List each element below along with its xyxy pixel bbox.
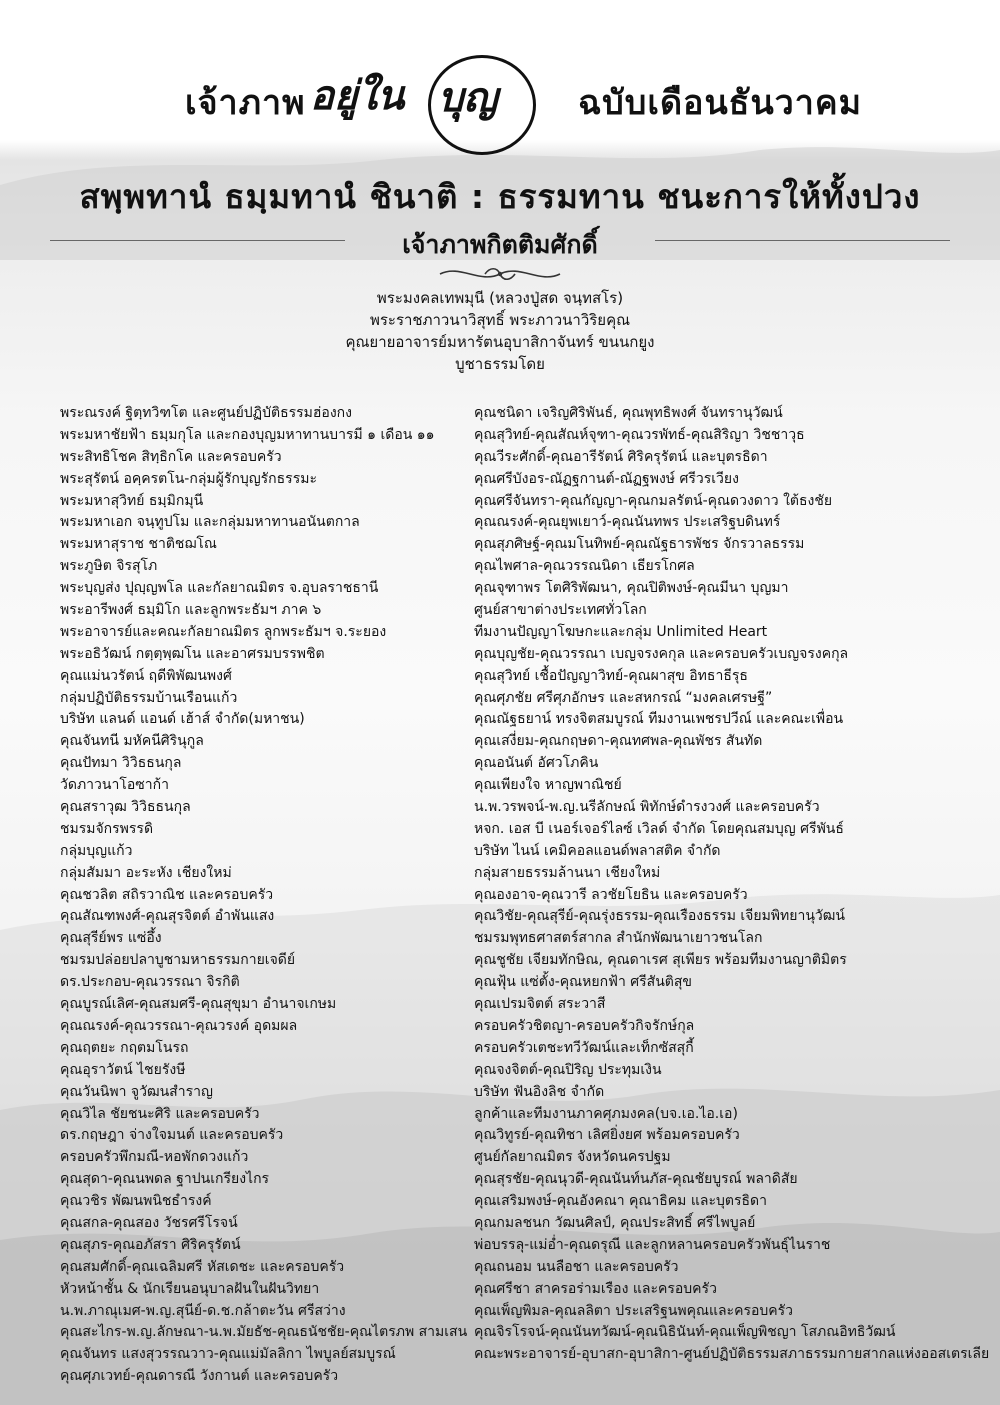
dedication-line: คุณยายอาจารย์มหารัตนอุบาสิกาจันทร์ ขนนกยูง	[345, 333, 655, 351]
donor-entry: คุณสุรชัย-คุณนุวดี-คุณนันท์นภัส-คุณชัยบูรณ์ พลาดิสัย	[474, 1171, 798, 1188]
donor-entry: คุณบุญชัย-คุณวรรณา เบญจรงคกุล และครอบครัวเบญจรงคกุล	[474, 645, 849, 662]
donor-entry: คุณสราวุฒ วิวิธธนกุล	[60, 799, 191, 816]
donor-entry: พระอาจารย์และคณะกัลยาณมิตร ลูกพระธัมฯ จ.ระยอง	[60, 623, 387, 640]
donor-entry: น.พ.วรพจน์-พ.ญ.นรีลักษณ์ พิทักษ์ดำรงวงศ์ และครอบครัว	[474, 799, 820, 816]
donor-entry: คุณณรงค์-คุณยุพเยาว์-คุณนันทพร ประเสริฐบดินทร์	[474, 514, 781, 531]
donor-entry: กลุ่มสัมมา อะระหัง เชียงใหม่	[60, 864, 232, 881]
donor-entry: บริษัท ไนน์ เคมิคอลแอนด์พลาสติค จำกัด	[474, 842, 721, 859]
donor-entry: คุณเพ็ญพิมล-คุณลลิตา ประเสริฐนพคุณและครอบครัว	[474, 1302, 793, 1319]
ornament-flourish-icon	[435, 262, 565, 286]
donor-entry: คุณไพศาล-คุณวรรณนิดา เธียรโกศล	[474, 558, 695, 575]
donor-entry: คุณสุดา-คุณนพดล ฐาปนเกรียงไกร	[60, 1171, 270, 1188]
donor-entry: คุณแม่นวรัตน์ ฤดีพิพัฒนพงศ์	[60, 667, 232, 684]
donor-entry: หจก. เอส บี เนอร์เจอร์ไลซ์ เวิลด์ จำกัด โดยคุณสมบุญ ศรีพันธ์	[474, 820, 844, 837]
donor-entry: คุณศุภเวทย์-คุณดารณี วังกานต์ และครอบครัว	[60, 1368, 339, 1385]
donor-entry: คุณศรีจันทรา-คุณกัญญา-คุณกมลรัตน์-คุณดวงดาว ใต้ธงชัย	[474, 492, 833, 509]
donor-entry: คุณเพียงใจ หาญพาณิชย์	[474, 777, 622, 794]
donor-entry: คุณสุรีย์พร แซ่อึ้ง	[60, 930, 162, 947]
donor-entry: วัดภาวนาโอซาก้า	[60, 777, 169, 794]
donor-entry: ครอบครัวชิตญา-ครอบครัวกิจรักษ์กุล	[474, 1017, 695, 1034]
donor-entry: คุณจิรโรจน์-คุณนันทวัฒน์-คุณนิธินันท์-คุณเพ็ญพิชญา โสภณอิทธิวัฒน์	[474, 1324, 896, 1341]
donor-entry: คุณสุวิทย์ เชื้อปัญญาวิทย์-คุณผาสุข อิทธาธีรุธ	[474, 667, 748, 684]
logo-text-2: บุญ	[438, 74, 498, 121]
donor-entry: พระบุญส่ง ปุญฺญพโล และกัลยาณมิตร จ.อุบลราชธานี	[60, 580, 379, 597]
donor-entry: กลุ่มปฏิบัติธรรมบ้านเรือนแก้ว	[60, 689, 238, 706]
dedication-line: บูชาธรรมโดย	[455, 355, 545, 373]
donor-entry: คุณสะไกร-พ.ญ.ลักษณา-น.พ.มัยธัช-คุณธนัชชัย-คุณไตรภพ สามเสน	[60, 1324, 468, 1341]
dedication-line: พระมงคลเทพมุนี (หลวงปู่สด จนฺทสโร)	[376, 289, 624, 307]
donor-entry: ชมรมจักรพรรดิ	[60, 820, 154, 837]
donor-entry: คุณจงจิตต์-คุณปิริญ ประทุมเงิน	[474, 1061, 662, 1078]
donor-entry: คุณสกล-คุณสอง วัชรศรีโรจน์	[60, 1214, 238, 1231]
donor-entry: ศูนย์สาขาต่างประเทศทั่วโลก	[474, 602, 647, 619]
donor-entry: พระอธิวัฒน์ กตฺตฺพฺฒโน และอาศรมบรรพชิต	[60, 645, 325, 662]
donor-entry: คุณจันทร แสงสุวรรณวาว-คุณแม่มัลลิกา ไพบูลย์สมบูรณ์	[60, 1346, 396, 1363]
donor-entry: บริษัท แลนด์ แอนด์ เฮ้าส์ จำกัด(มหาชน)	[60, 711, 305, 728]
right-divider	[655, 240, 950, 241]
donor-entry: คุณปัทมา วิวิธธนกุล	[60, 755, 182, 772]
donor-entry: ชมรมปล่อยปลาบูชามหาธรรมกายเจดีย์	[60, 952, 296, 969]
donor-entry: พ่อบรรลุ-แม่อ่ำ-คุณดรุณี และลูกหลานครอบครัวพันธุ์ไนราช	[474, 1236, 831, 1253]
donor-entry: ชมรมพุทธศาสตร์สากล สำนักพัฒนาเยาวชนโลก	[474, 930, 763, 947]
donor-entry: คุณวิชัย-คุณสุรีย์-คุณรุ่งธรรม-คุณเรืองธรรม เจียมพิทยานุวัฒน์	[474, 908, 845, 925]
donor-entry: คุณณัฐธยาน์ ทรงจิตสมบูรณ์ ทีมงานเพชรปวีณ์ และคณะเพื่อน	[474, 711, 844, 728]
donor-entry: คุณวิทูรย์-คุณทิชา เลิศยิ่งยศ พร้อมครอบครัว	[474, 1127, 740, 1144]
logo-text-1: อยู่ใน	[310, 72, 405, 119]
donor-entry: พระณรงค์ ฐิตฺทวิฑโต และศูนย์ปฏิบัติธรรมฮ่องกง	[60, 405, 352, 421]
donor-entry: ครอบครัวเตชะทวีวัฒน์และเท็กซัสสุกี้	[474, 1039, 694, 1056]
donor-entry: บริษัท ฟันอิงลิช จำกัด	[474, 1083, 605, 1100]
donor-entry: คุณเสงี่ยม-คุณกฤษดา-คุณทศพล-คุณพัชร สันทัด	[474, 733, 763, 750]
issue-label: ฉบับเดือนธันวาคม	[578, 83, 863, 123]
donor-entry: พระสุรัตน์ อคฺครตโน-กลุ่มผู้รักบุญรักธรรมะ	[60, 470, 317, 487]
donor-entry: คุณถนอม นนลือชา และครอบครัว	[474, 1258, 679, 1275]
donor-entry: ศูนย์กัลยาณมิตร จังหวัดนครปฐม	[474, 1149, 671, 1166]
donor-entry: พระมหาชัยฟ้า ธมฺมกุโล และกองบุญมหาทานบารมี ๑ เดือน ๑๑	[60, 426, 435, 443]
donor-entry: คุณวชิร พัฒนพนิชธำรงค์	[60, 1193, 212, 1210]
dedication-line: พระราชภาวนาวิสุทธิ์ พระภาวนาวิริยคุณ	[369, 311, 631, 329]
donor-entry: คุณอุราวัตน์ ไชยรังษี	[60, 1061, 186, 1078]
header-left-text: เจ้าภาพ	[185, 83, 306, 123]
donor-entry: พระสิทธิโชค สิทฺธิกโค และครอบครัว	[60, 448, 282, 465]
donor-entry: ทีมงานปัญญาโฆษกะและกลุ่ม Unlimited Heart	[474, 623, 768, 640]
donor-entry: ดร.ประกอบ-คุณวรรณา จิรกิติ	[60, 974, 240, 991]
magazine-logo	[300, 55, 560, 165]
donor-entry: หัวหน้าชั้น & นักเรียนอนุบาลฝันในฝันวิทยา	[60, 1280, 320, 1297]
donor-entry: คณะพระอาจารย์-อุบาสก-อุบาสิกา-ศูนย์ปฏิบัติธรรมสภาธรรมกายสากลแห่งออสเตรเลีย	[474, 1346, 990, 1363]
donor-entry: พระมหาสุวิทย์ ธมฺมิกมุนี	[60, 492, 204, 509]
donor-entry: คุณวีระศักดิ์-คุณอารีรัตน์ ศิริครุรัตน์ และบุตรธิดา	[474, 448, 768, 465]
donor-entry: คุณชวลิต สถิรวาณิช และครอบครัว	[60, 886, 274, 903]
donor-entry: พระภูษิต จิรสุโภ	[60, 558, 158, 575]
donor-list-right	[474, 403, 989, 1366]
donor-entry: คุณชูชัย เจียมทักษิณ, คุณดาเรศ สุเพียร พร้อมทีมงานญาติมิตร	[474, 952, 847, 969]
donor-entry: คุณวิไล ชัยชนะศิริ และครอบครัว	[60, 1105, 260, 1122]
donor-entry: พระอารีพงศ์ ธมฺมิโก และลูกพระธัมฯ ภาค ๖	[60, 602, 322, 619]
donor-entry: คุณสุภศิษฐ์-คุณมโนทิพย์-คุณณัฐธารพัชร จักรวาลธรรม	[474, 536, 805, 553]
donor-entry: คุณองอาจ-คุณวารี ลวชัยโยธิน และครอบครัว	[474, 886, 748, 903]
donor-entry: ดร.กฤษฎา จ่างใจมนต์ และครอบครัว	[60, 1127, 284, 1144]
donor-entry: คุณฟุ้น แซ่ตั้ง-คุณหยกฟ้า ศรีสันติสุข	[474, 974, 693, 991]
donor-entry: กลุ่มบุญแก้ว	[60, 842, 133, 859]
donor-entry: คุณณรงค์-คุณวรรณา-คุณวรงค์ อุดมผล	[60, 1017, 298, 1034]
donor-entry: คุณจุฑาพร โตศิริพัฒนา, คุณปิติพงษ์-คุณมีนา บุญมา	[474, 580, 789, 597]
honor-title: เจ้าภาพกิตติมศักดิ์	[402, 230, 598, 259]
donor-entry: คุณฤตยะ กฤตมโนรถ	[60, 1039, 189, 1056]
donor-entry: คุณกมลชนก วัฒนศิลป์, คุณประสิทธิ์ ศรีไพบูลย์	[474, 1214, 756, 1231]
donor-entry: คุณอนันต์ อัศวโภคิน	[474, 755, 599, 772]
motto-heading: สพฺพทานํ ธมฺมทานํ ชินาติ : ธรรมทาน ชนะการให้ทั้งปวง	[79, 177, 921, 216]
donor-entry: คุณศรีบังอร-ณัฏฐกานต์-ณัฏฐพงษ์ ศรีวรเวียง	[474, 470, 739, 487]
donor-entry: พระมหาสุราช ชาติชฌโณ	[60, 536, 217, 553]
dedication-block	[0, 287, 1000, 375]
donor-entry: ลูกค้าและทีมงานภาคศุภมงคล(บจ.เอ.ไอ.เอ)	[474, 1105, 738, 1122]
honor-section-header	[0, 225, 1000, 285]
donor-entry: กลุ่มสายธรรมล้านนา เชียงใหม่	[474, 864, 661, 881]
donor-entry: คุณสมศักดิ์-คุณเฉลิมศรี หัสเดชะ และครอบครัว	[60, 1258, 345, 1275]
donor-entry: น.พ.ภาณุเมศ-พ.ญ.สุนีย์-ด.ช.กล้าตะวัน ศรีสว่าง	[60, 1302, 346, 1319]
donor-list-left	[60, 403, 467, 1388]
donor-entry: คุณสุวิทย์-คุณสัณห์จุฑา-คุณวรพัทธ์-คุณสิริญา วิชชาวุธ	[474, 426, 805, 443]
donor-entry: คุณเสริมพงษ์-คุณอังคณา คุณาธิคม และบุตรธิดา	[474, 1193, 767, 1210]
donor-entry: คุณสัณฑพงศ์-คุณสุรจิตต์ อำพันแสง	[60, 908, 275, 925]
donor-entry: คุณศุภชัย ศรีศุภอักษร และสหกรณ์ “มงคลเศรษฐี”	[474, 689, 773, 706]
donor-entry: คุณชนิดา เจริญศิริพันธ์, คุณพุทธิพงศ์ จันทรานุวัฒน์	[474, 405, 783, 421]
donor-entry: คุณเปรมจิตต์ สระวาสี	[474, 996, 606, 1013]
donor-entry: คุณศรีชา สาครอร่ามเรือง และครอบครัว	[474, 1280, 717, 1297]
donor-entry: คุณจันทนี มหัคนีศิรินุกูล	[60, 733, 204, 750]
donor-entry: คุณวันนิพา จูวัฒนสำราญ	[60, 1083, 213, 1100]
donor-entry: พระมหาเอก จนฺทูปโม และกลุ่มมหาทานอนันตกาล	[60, 514, 360, 531]
donor-entry: คุณบูรณ์เลิศ-คุณสมศรี-คุณสุขุมา อำนาจเกษม	[60, 996, 337, 1013]
donor-entry: คุณสุภร-คุณอภัสรา ศิริครุรัตน์	[60, 1236, 241, 1253]
page-header	[0, 55, 1000, 155]
donor-entry: ครอบครัวพึกมณี-หอพักดวงแก้ว	[60, 1149, 249, 1166]
